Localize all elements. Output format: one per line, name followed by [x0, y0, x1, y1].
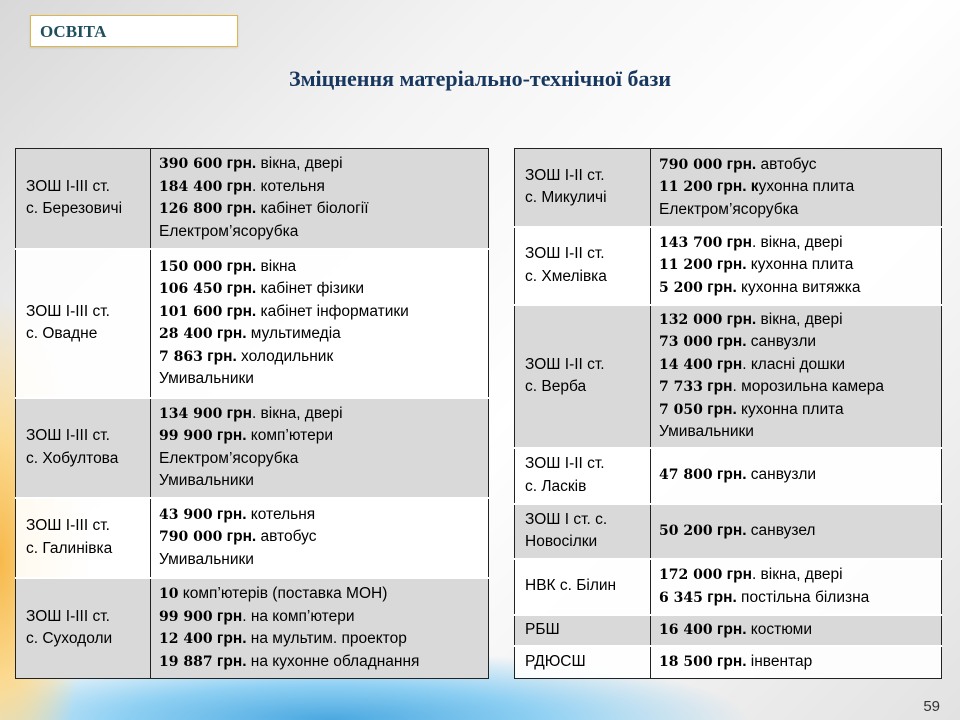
currency-unit: грн. [226, 200, 257, 218]
expenditure-line [659, 331, 933, 354]
expenditure-line [159, 346, 480, 369]
currency-unit: грн [226, 404, 252, 422]
amount: 390 600 [159, 156, 223, 173]
item-description: вікна, двері [256, 155, 343, 173]
currency-unit: грн. [707, 588, 737, 606]
currency-unit: грн [716, 355, 743, 373]
expenditure-cell [651, 305, 942, 448]
expenditure-line [159, 301, 480, 324]
item-description: Умивальники [159, 370, 254, 387]
expenditure-line [659, 354, 933, 377]
expenditure-line [159, 628, 480, 651]
expenditure-line [659, 232, 933, 255]
amount: 43 900 [159, 506, 213, 523]
amount: 99 900 [159, 608, 213, 625]
school-name-line: РБШ [525, 620, 560, 638]
expenditure-cell [651, 149, 942, 227]
expenditure-line [659, 619, 933, 642]
item-description: Електром’ясорубка [159, 222, 299, 240]
currency-unit: грн. [216, 630, 247, 648]
expenditure-cell [651, 504, 942, 559]
expenditure-cell [651, 646, 942, 679]
amount: 790 000 [159, 529, 223, 546]
school-name-line: ЗОШ І-ІІ ст. [525, 355, 605, 373]
item-description: . котельня [251, 177, 325, 195]
expenditure-line [159, 403, 480, 426]
item-description: кухонна плита [736, 400, 844, 418]
amount: 11 200 [659, 257, 713, 274]
item-description: вікна, двері [756, 310, 843, 328]
item-description: . на комп’ютери [242, 607, 355, 625]
currency-unit: грн. к [716, 178, 759, 195]
school-name-line: ЗОШ І-ІІІ ст. [26, 517, 110, 534]
amount: 99 900 [159, 428, 213, 444]
school-name-cell [515, 149, 651, 227]
item-description: кабінет фізики [256, 280, 365, 297]
expenditure-cell [651, 615, 942, 646]
amount: 134 900 [159, 405, 223, 422]
right-schools-table [514, 148, 942, 679]
amount: 11 200 [659, 179, 713, 195]
amount: 16 400 [659, 621, 713, 638]
item-description: котельня [246, 505, 316, 523]
amount: 12 400 [159, 631, 213, 648]
amount: 73 000 [659, 334, 713, 350]
item-description: комп’ютерів (поставка МОН) [178, 585, 388, 603]
table-row [515, 559, 942, 615]
amount: 184 400 [159, 178, 223, 195]
expenditure-line [159, 606, 480, 629]
amount: 132 000 [659, 311, 723, 328]
item-description: . класні дошки [742, 355, 846, 373]
currency-unit: грн. [716, 620, 747, 638]
expenditure-line [659, 651, 933, 674]
school-name-cell [515, 448, 651, 504]
currency-unit: грн [226, 177, 252, 195]
expenditure-line [159, 470, 480, 493]
currency-unit: грн [726, 233, 752, 251]
school-name-cell [16, 578, 151, 679]
school-name-cell [16, 249, 151, 398]
amount: 172 000 [659, 567, 723, 583]
expenditure-cell [151, 149, 489, 249]
item-description: . вікна, двері [751, 233, 843, 251]
expenditure-line [159, 323, 480, 346]
amount: 18 500 [659, 654, 713, 670]
currency-unit: грн. [716, 466, 747, 484]
expenditure-line [659, 154, 933, 177]
expenditure-cell [651, 227, 942, 305]
expenditure-line [659, 520, 933, 543]
school-name-cell [515, 305, 651, 448]
item-description: автобус [256, 528, 317, 546]
currency-unit: грн. [226, 155, 257, 173]
school-name-line: с. Овадне [26, 325, 98, 342]
item-description: вікна [256, 257, 297, 275]
table-row [515, 646, 942, 679]
school-name-line: ЗОШ І ст. с. [525, 510, 608, 528]
expenditure-line [659, 587, 933, 610]
school-name-line: с. Суходоли [26, 630, 113, 648]
school-name-line: с. Галинівка [26, 539, 113, 557]
school-name-line: ЗОШ І-ІІІ ст. [26, 607, 110, 625]
school-name-cell [16, 398, 151, 498]
item-description: Умивальники [159, 550, 254, 568]
currency-unit: грн. [216, 505, 247, 523]
amount: 106 450 [159, 281, 223, 297]
amount: 126 800 [159, 201, 223, 218]
expenditure-line [159, 278, 480, 301]
school-name-line: с. Хобултова [26, 449, 119, 467]
school-name-line: ЗОШ І-ІІІ ст. [26, 302, 110, 320]
item-description: санвузли [746, 333, 817, 350]
currency-unit: грн. [226, 528, 257, 546]
item-description: санвузли [746, 466, 817, 484]
table-row [515, 448, 942, 504]
school-name-cell [16, 498, 151, 578]
currency-unit: грн. [726, 155, 757, 173]
expenditure-line [659, 277, 933, 300]
expenditure-line [659, 464, 933, 487]
item-description: комп’ютери [246, 427, 333, 444]
currency-unit: грн. [226, 302, 257, 320]
amount: 6 345 [659, 589, 703, 606]
expenditure-line [159, 425, 480, 448]
school-name-cell [515, 504, 651, 559]
currency-unit: грн [726, 566, 752, 583]
expenditure-line [159, 198, 480, 221]
school-name-cell [515, 559, 651, 615]
item-description: на мультим. проектор [246, 630, 407, 648]
school-name-cell [515, 646, 651, 679]
item-description: Електром’ясорубка [159, 449, 299, 467]
table-row [16, 249, 489, 398]
amount: 143 700 [659, 234, 723, 251]
school-name-line: с. Верба [525, 378, 587, 395]
amount: 47 800 [659, 467, 713, 484]
expenditure-line [159, 368, 480, 391]
table-row [515, 149, 942, 227]
expenditure-line [659, 176, 933, 199]
school-name-line: ЗОШ І-ІІІ ст. [26, 177, 110, 195]
item-description: Умивальники [159, 472, 254, 489]
expenditure-line [159, 221, 480, 244]
currency-unit: грн. [716, 256, 747, 274]
school-name-cell [515, 615, 651, 646]
currency-unit: грн. [226, 280, 257, 297]
expenditure-line [659, 199, 933, 222]
expenditure-line [159, 256, 480, 279]
expenditure-line [159, 176, 480, 199]
currency-unit: грн. [726, 310, 757, 328]
expenditure-line [159, 526, 480, 549]
item-description: кабінет біології [256, 200, 369, 218]
expenditure-cell [651, 448, 942, 504]
school-name-line: Новосілки [525, 533, 598, 550]
item-description: санвузел [746, 521, 816, 539]
school-name-line: НВК с. Білин [525, 577, 617, 595]
currency-unit: грн. [216, 652, 247, 670]
amount: 101 600 [159, 303, 223, 320]
currency-unit: грн. [707, 400, 737, 418]
expenditure-line [659, 309, 933, 332]
amount: 5 200 [659, 279, 703, 296]
item-description: костюми [746, 620, 812, 638]
school-name-line: с. Березовичі [26, 200, 123, 218]
currency-unit: грн. [207, 347, 237, 365]
expenditure-line [659, 376, 933, 399]
expenditure-line [659, 254, 933, 277]
amount: 7 050 [659, 401, 703, 418]
school-name-line: с. Ласків [525, 477, 587, 495]
expenditure-cell [151, 249, 489, 398]
section-label: ОСВІТА [30, 15, 238, 47]
item-description: кухонна плита [746, 256, 854, 274]
currency-unit: грн. [226, 257, 257, 275]
amount: 14 400 [659, 356, 713, 373]
expenditure-cell [651, 559, 942, 615]
currency-unit: грн. [216, 325, 247, 342]
currency-unit: грн [707, 378, 733, 395]
school-name-cell [515, 227, 651, 305]
expenditure-line [159, 504, 480, 527]
slide-title: Зміцнення матеріально-технічної бази [288, 66, 672, 91]
table-row [515, 504, 942, 559]
amount: 28 400 [159, 326, 213, 342]
expenditure-line [159, 549, 480, 572]
school-name-line: ЗОШ І-ІІ ст. [525, 166, 605, 184]
expenditure-cell [151, 498, 489, 578]
school-name-line: с. Микуличі [525, 189, 607, 207]
item-description: автобус [756, 155, 817, 173]
expenditure-line [159, 651, 480, 674]
item-description: на кухонне обладнання [246, 652, 420, 670]
item-description: Електром’ясорубка [659, 200, 799, 218]
school-name-line: ЗОШ І-ІІ ст. [525, 455, 605, 472]
school-name-line: ЗОШ І-ІІІ ст. [26, 427, 110, 444]
currency-unit: грн. [716, 521, 747, 539]
amount: 7 733 [659, 379, 703, 395]
currency-unit: грн. [707, 278, 737, 296]
school-name-line: ЗОШ І-ІІ ст. [525, 245, 605, 262]
table-row [16, 578, 489, 679]
school-name-line: РДЮСШ [525, 653, 586, 670]
currency-unit: грн. [716, 333, 747, 350]
table-row [515, 615, 942, 646]
table-row [16, 398, 489, 498]
table-row [16, 149, 489, 249]
table-row [515, 305, 942, 448]
expenditure-line [159, 583, 480, 606]
amount: 19 887 [159, 653, 213, 670]
expenditure-cell [151, 578, 489, 679]
currency-unit: грн [216, 607, 243, 625]
item-description: кухонна витяжка [736, 278, 861, 296]
school-name-line: с. Хмелівка [525, 267, 607, 285]
amount: 150 000 [159, 258, 223, 275]
school-name-cell [16, 149, 151, 249]
expenditure-line [659, 399, 933, 422]
item-description: . морозильна камера [732, 378, 885, 395]
item-description: постільна білизна [736, 588, 870, 606]
item-description: мультимедіа [246, 325, 341, 342]
table-row [16, 498, 489, 578]
left-schools-table [15, 148, 489, 679]
item-description: інвентар [746, 653, 813, 670]
item-description: . вікна, двері [751, 566, 843, 583]
expenditure-line [159, 153, 480, 176]
table-row [515, 227, 942, 305]
currency-unit: грн. [716, 653, 747, 670]
currency-unit: грн. [216, 427, 247, 444]
amount: 7 863 [159, 348, 203, 365]
expenditure-line [659, 564, 933, 587]
item-description: кабінет інформатики [256, 302, 409, 320]
amount: 50 200 [659, 522, 713, 539]
item-description: ухонна плита [758, 178, 855, 195]
expenditure-cell [151, 398, 489, 498]
page-number: 59 [923, 698, 940, 715]
amount: 790 000 [659, 156, 723, 173]
item-description: холодильник [236, 347, 334, 365]
amount: 10 [159, 586, 179, 603]
item-description: . вікна, двері [251, 404, 343, 422]
expenditure-line [159, 448, 480, 471]
expenditure-line [659, 421, 933, 444]
item-description: Умивальники [659, 423, 754, 440]
